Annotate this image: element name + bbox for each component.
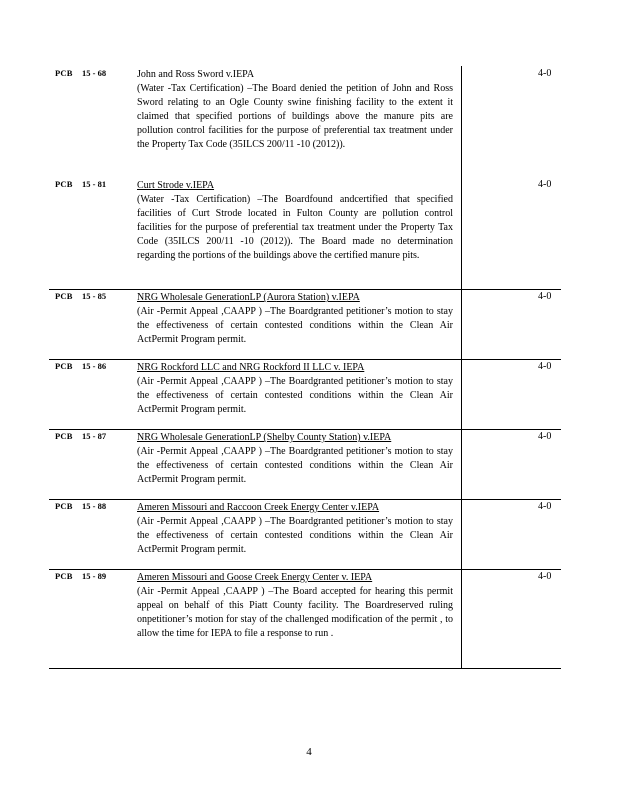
case-prefix: PCB [55, 361, 73, 371]
case-description-block [137, 68, 453, 151]
case-vote: 4-0 [538, 291, 552, 302]
case-prefix: PCB [55, 291, 73, 301]
case-prefix: PCB [55, 179, 73, 189]
case-number: 15 - 85 [82, 291, 107, 301]
case-prefix: PCB [55, 431, 73, 441]
column-divider [461, 66, 462, 668]
case-description: (Air -Permit Appeal ,CAAPP ) –The Boardgranted petitioner’s motion to stay the effectiveness of certain contested conditions within the Clean Air ActPermit Program permit. [137, 375, 453, 415]
case-description-block [137, 291, 453, 347]
case-number: 15 - 86 [82, 361, 107, 371]
case-prefix: PCB [55, 68, 73, 78]
case-number: 15 - 68 [82, 68, 107, 78]
table-bottom-rule [49, 668, 561, 669]
case-description-block [137, 179, 453, 262]
case-vote: 4-0 [538, 68, 552, 79]
case-title: NRG Rockford LLC and NRG Rockford II LLC v. IEPA [137, 362, 365, 373]
case-description: (Water -Tax Certification) –The Board denied the petition of John and Ross Sword relating to an Ogle County swine finishing facility to the extent it claimed that specified portions of buildings above the manure pits are pollution control facilities for the purpose of preferential tax treatment under the Property Tax Code (35ILCS 200/11 -10 (2012)). [137, 82, 453, 150]
case-description-block [137, 361, 453, 417]
case-vote: 4-0 [538, 179, 552, 190]
case-description-block [137, 501, 453, 557]
case-description: (Air -Permit Appeal ,CAAPP ) –The Boardgranted petitioner’s motion to stay the effectiveness of certain contested conditions within the Clean Air ActPermit Program permit. [137, 305, 453, 345]
row-divider [49, 429, 561, 430]
case-number: 15 - 81 [82, 179, 107, 189]
case-description-block [137, 571, 453, 641]
case-number: 15 - 88 [82, 501, 107, 511]
case-title: Curt Strode v.IEPA [137, 180, 215, 191]
case-title: NRG Wholesale GenerationLP (Aurora Station) v.IEPA [137, 292, 360, 303]
case-vote: 4-0 [538, 571, 552, 582]
case-number: 15 - 87 [82, 431, 107, 441]
case-title: John and Ross Sword v.IEPA [137, 69, 255, 80]
case-prefix: PCB [55, 501, 73, 511]
row-divider [49, 499, 561, 500]
case-title: Ameren Missouri and Raccoon Creek Energy Center v.IEPA [137, 502, 380, 513]
case-vote: 4-0 [538, 431, 552, 442]
row-divider [49, 289, 561, 290]
case-description-block [137, 431, 453, 487]
row-divider [49, 569, 561, 570]
case-title: NRG Wholesale GenerationLP (Shelby County Station) v.IEPA [137, 432, 392, 443]
case-description: (Air -Permit Appeal ,CAAPP ) –The Board accepted for hearing this permit appeal on behalf of this Piatt County facility. The Boardreserved ruling onpetitioner’s motion for stay of the challenged modification of the permit , to allow the time for IEPA to file a response to run . [137, 585, 453, 639]
case-vote: 4-0 [538, 361, 552, 372]
case-description: (Water -Tax Certification) –The Boardfound andcertified that specified facilities of Curt Strode located in Fulton County are pollution control facilities for the purpose of preferential tax treatment under the Property Tax Code (35ILCS 200/11 -10 (2012)). The Board made no determination regarding the portions of the buildings above the certified manure pits. [137, 193, 453, 261]
case-description: (Air -Permit Appeal ,CAAPP ) –The Boardgranted petitioner’s motion to stay the effectiveness of certain contested conditions within the Clean Air ActPermit Program permit. [137, 515, 453, 555]
page-number: 4 [306, 746, 312, 758]
case-prefix: PCB [55, 571, 73, 581]
case-description: (Air -Permit Appeal ,CAAPP ) –The Boardgranted petitioner’s motion to stay the effectiveness of certain contested conditions within the Clean Air ActPermit Program permit. [137, 445, 453, 485]
row-divider [49, 359, 561, 360]
case-number: 15 - 89 [82, 571, 107, 581]
case-title: Ameren Missouri and Goose Creek Energy Center v. IEPA [137, 572, 373, 583]
case-vote: 4-0 [538, 501, 552, 512]
